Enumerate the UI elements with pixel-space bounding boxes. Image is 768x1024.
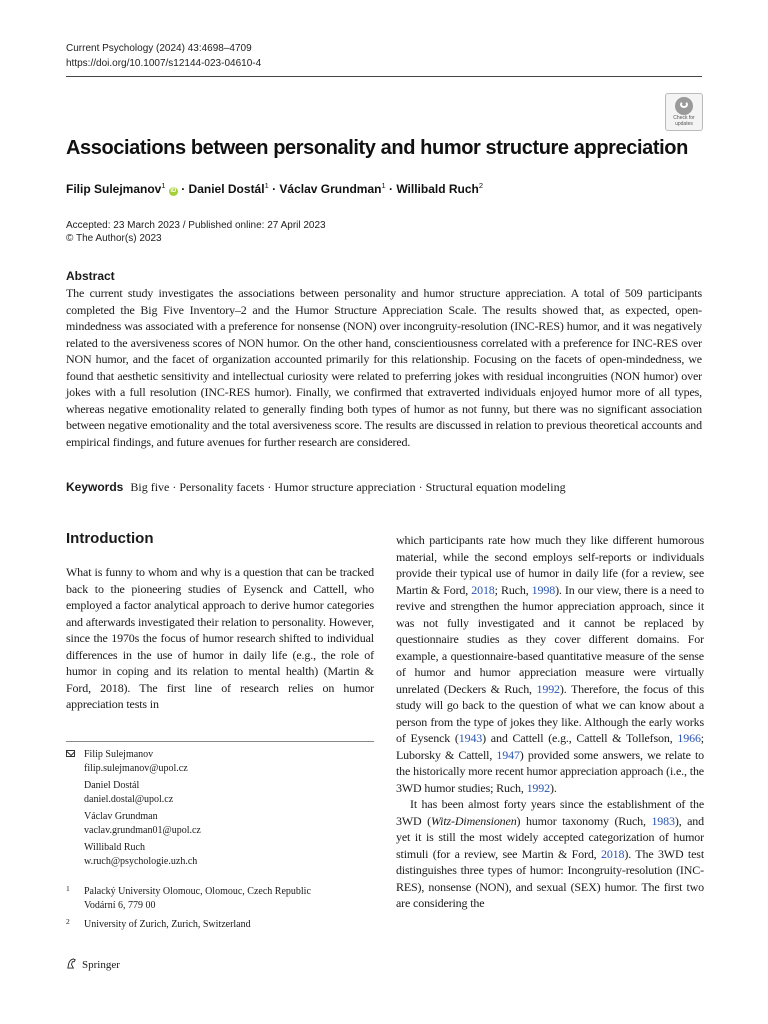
text-run: ), and yet it is still the most widely accepted categorization of humor stimuli (for a review, see Martin & Ford, bbox=[396, 813, 704, 861]
italic-term: Witz-Dimensionen bbox=[430, 813, 517, 828]
text-run: ) humor taxonomy (Ruch, bbox=[516, 813, 652, 828]
body-column-right bbox=[396, 532, 704, 912]
correspondent-email[interactable]: filip.sulejmanov@upol.cz bbox=[84, 762, 188, 774]
citation-link[interactable]: 1943 bbox=[458, 731, 483, 745]
citation-link[interactable]: 1992 bbox=[536, 681, 560, 696]
author-separator: · bbox=[385, 182, 397, 196]
affiliation-line: Palacký University Olomouc, Olomouc, Czech Republic bbox=[84, 886, 311, 897]
body-column-left bbox=[66, 564, 374, 713]
author-name[interactable]: Václav Grundman bbox=[279, 182, 382, 196]
author-affiliation-mark: 1 bbox=[161, 181, 166, 190]
text-run: ). bbox=[549, 780, 557, 795]
publisher-name: Springer bbox=[82, 959, 120, 971]
text-run: ; Luborsky & Cattell, bbox=[396, 731, 704, 762]
correspondent-email[interactable]: daniel.dostal@upol.cz bbox=[84, 793, 174, 805]
text-run: ). The 3WD test distinguishes three types of humor: Incongruity-resolution (INC-RES), nonsense (NON), and sexual (SEX) humor. The first two are considering the bbox=[396, 846, 704, 910]
keyword-separator: · bbox=[172, 480, 177, 494]
badge-label-2: updates bbox=[675, 121, 693, 127]
springer-horse-icon bbox=[66, 958, 77, 969]
correspondent-name: Daniel Dostál bbox=[84, 780, 140, 791]
check-updates-icon bbox=[675, 97, 693, 115]
accepted-published-line: Accepted: 23 March 2023 / Published online: 27 April 2023 bbox=[66, 220, 326, 231]
footnote-rule bbox=[66, 741, 374, 742]
author-affiliation-mark: 1 bbox=[381, 181, 386, 190]
keyword: Personality facets bbox=[179, 480, 265, 494]
citation-link[interactable]: 1983 bbox=[651, 813, 675, 828]
affiliation-entry bbox=[66, 918, 366, 932]
citation-link[interactable]: 1998 bbox=[531, 582, 556, 597]
keywords-line bbox=[66, 479, 566, 495]
text-run: ) provided some answers, we relate to the historically more recent humor appreciation approach (i.e., the 3WD humor studies; Ruch, bbox=[396, 747, 704, 795]
correspondent-name: Filip Sulejmanov bbox=[84, 749, 154, 760]
abstract-heading: Abstract bbox=[66, 269, 115, 283]
correspondent-email[interactable]: vaclav.grundman01@upol.cz bbox=[84, 824, 201, 836]
text-run: which participants rate how much they like different humorous material, while the second employs self-reports or individuals provide their typical use of humor in daily life (for a review, see Martin & Ford, bbox=[396, 533, 704, 597]
author-name[interactable]: Daniel Dostál bbox=[188, 182, 265, 196]
author-affiliation-mark: 1 bbox=[264, 181, 269, 190]
text-run: ). Therefore, the focus of this study will go back to the question of what we can know about a person from the type of jokes they like. Although the early works of Eysenck ( bbox=[396, 681, 704, 745]
body-paragraph: What is funny to whom and why is a question that can be tracked back to the pioneering studies of Eysenck and Cattell, who employed a factor analytical approach to derive humor categories and afterwards investigated their relation to personality. However, since the 1970s the focus of humor research shifted to individual differences in the use of humor in daily life (e.g., the role of humor in coping and its relation to mental health) (Martin & Ford, 2018). The first line of research relies on humor appreciation tests in bbox=[66, 565, 374, 711]
author-name[interactable]: Willibald Ruch bbox=[396, 182, 479, 196]
correspondence-entry bbox=[84, 810, 384, 837]
correspondent-email[interactable]: w.ruch@psychologie.uzh.ch bbox=[84, 855, 198, 867]
affiliation-entry bbox=[66, 885, 366, 912]
article-title: Associations between personality and humor structure appreciation bbox=[66, 137, 688, 159]
body-paragraph bbox=[396, 532, 704, 796]
text-run: ; Ruch, bbox=[494, 582, 532, 597]
correspondent-name: Václav Grundman bbox=[84, 811, 158, 822]
keyword: Humor structure appreciation bbox=[274, 480, 416, 494]
correspondent-name: Willibald Ruch bbox=[84, 842, 145, 853]
keywords-label: Keywords bbox=[66, 480, 124, 494]
author-list bbox=[66, 178, 483, 197]
keyword-separator: · bbox=[267, 480, 272, 494]
author-separator: · bbox=[268, 182, 280, 196]
affiliation-address: Vodární 6, 779 00 bbox=[84, 899, 156, 911]
citation-link[interactable]: 2018 bbox=[471, 582, 495, 597]
affiliation-line: University of Zurich, Zurich, Switzerland bbox=[84, 919, 251, 930]
citation-link[interactable]: 1992 bbox=[526, 780, 550, 795]
text-run: ). In our view, there is a need to revive and strengthen the humor appreciation approach, since it was not fully investigated and it cannot be replaced by questionnaire studies as they cover different domains. For example, a questionnaire-based quantitative measure of the sense of humor and humor appreciation measure were virtually unrelated (Deckers & Ruch, bbox=[396, 582, 705, 696]
citation-link[interactable]: 2018 bbox=[600, 846, 625, 861]
badge-label-1: Check for bbox=[673, 115, 695, 121]
check-for-updates-badge[interactable] bbox=[665, 93, 703, 131]
introduction-heading: Introduction bbox=[66, 530, 154, 547]
text-run: ) and Cattell (e.g., Cattell & Tollefson, bbox=[482, 731, 678, 745]
orcid-icon[interactable]: iD bbox=[170, 188, 177, 194]
correspondence-entry bbox=[84, 748, 384, 775]
journal-header bbox=[66, 41, 261, 71]
author-name[interactable]: Filip Sulejmanov bbox=[66, 182, 162, 196]
keyword: Big five bbox=[130, 480, 170, 494]
citation-link[interactable]: 1947 bbox=[496, 747, 520, 762]
author-separator: · bbox=[177, 182, 189, 196]
publisher-footer bbox=[66, 958, 120, 972]
keyword: Structural equation modeling bbox=[425, 480, 566, 494]
keyword-separator: · bbox=[418, 480, 423, 494]
affiliation-number: 2 bbox=[66, 917, 70, 926]
envelope-icon bbox=[66, 750, 75, 757]
doi-link[interactable]: https://doi.org/10.1007/s12144-023-04610-4 bbox=[66, 58, 262, 69]
correspondence-entry bbox=[84, 841, 384, 868]
body-paragraph bbox=[396, 796, 704, 912]
citation-link[interactable]: 1966 bbox=[677, 731, 701, 745]
text-run: It has been almost forty years since the establishment of the 3WD ( bbox=[396, 797, 704, 828]
abstract-text: The current study investigates the associations between personality and humor structure appreciation. A total of 509 participants completed the Big Five Inventory–2 and the Humor Structure Appreciation Scale. The results showed that, as expected, open-mindedness was associated with a preference for nonsense (NON) over incongruity-resolution (INC-RES) humor, and it was negatively related to the aversiveness scores of NON humor. On the other hand, conscientiousness correlated with a preference for INC-RES over NON humor, and the facet of organization accounted primarily for this relationship. Focusing on the facets of open-mindedness, we found that aesthetic sensitivity and intellectual curiosity were related to preferring jokes with residual incongruities (NON humor) over jokes with a full resolution (INC-RES humor). Finally, we confirmed that extraverted individuals enjoyed humor more of all types, whereas negative emotionality related to generally finding both types of humor as not funny, but there was no significant association between negative emotionality and the total aversiveness score. The results are discussed in relation to previous theoretical accounts and empirical findings, and future avenues for further research are considered. bbox=[66, 286, 702, 449]
affiliation-number: 1 bbox=[66, 884, 70, 893]
author-affiliation-mark: 2 bbox=[478, 181, 484, 190]
journal-citation: Current Psychology (2024) 43:4698–4709 bbox=[66, 43, 252, 54]
copyright-line: © The Author(s) 2023 bbox=[66, 233, 162, 244]
header-rule bbox=[66, 76, 702, 77]
affiliations-block bbox=[66, 885, 366, 938]
correspondence-entry bbox=[84, 779, 384, 806]
publication-dates bbox=[66, 219, 326, 245]
